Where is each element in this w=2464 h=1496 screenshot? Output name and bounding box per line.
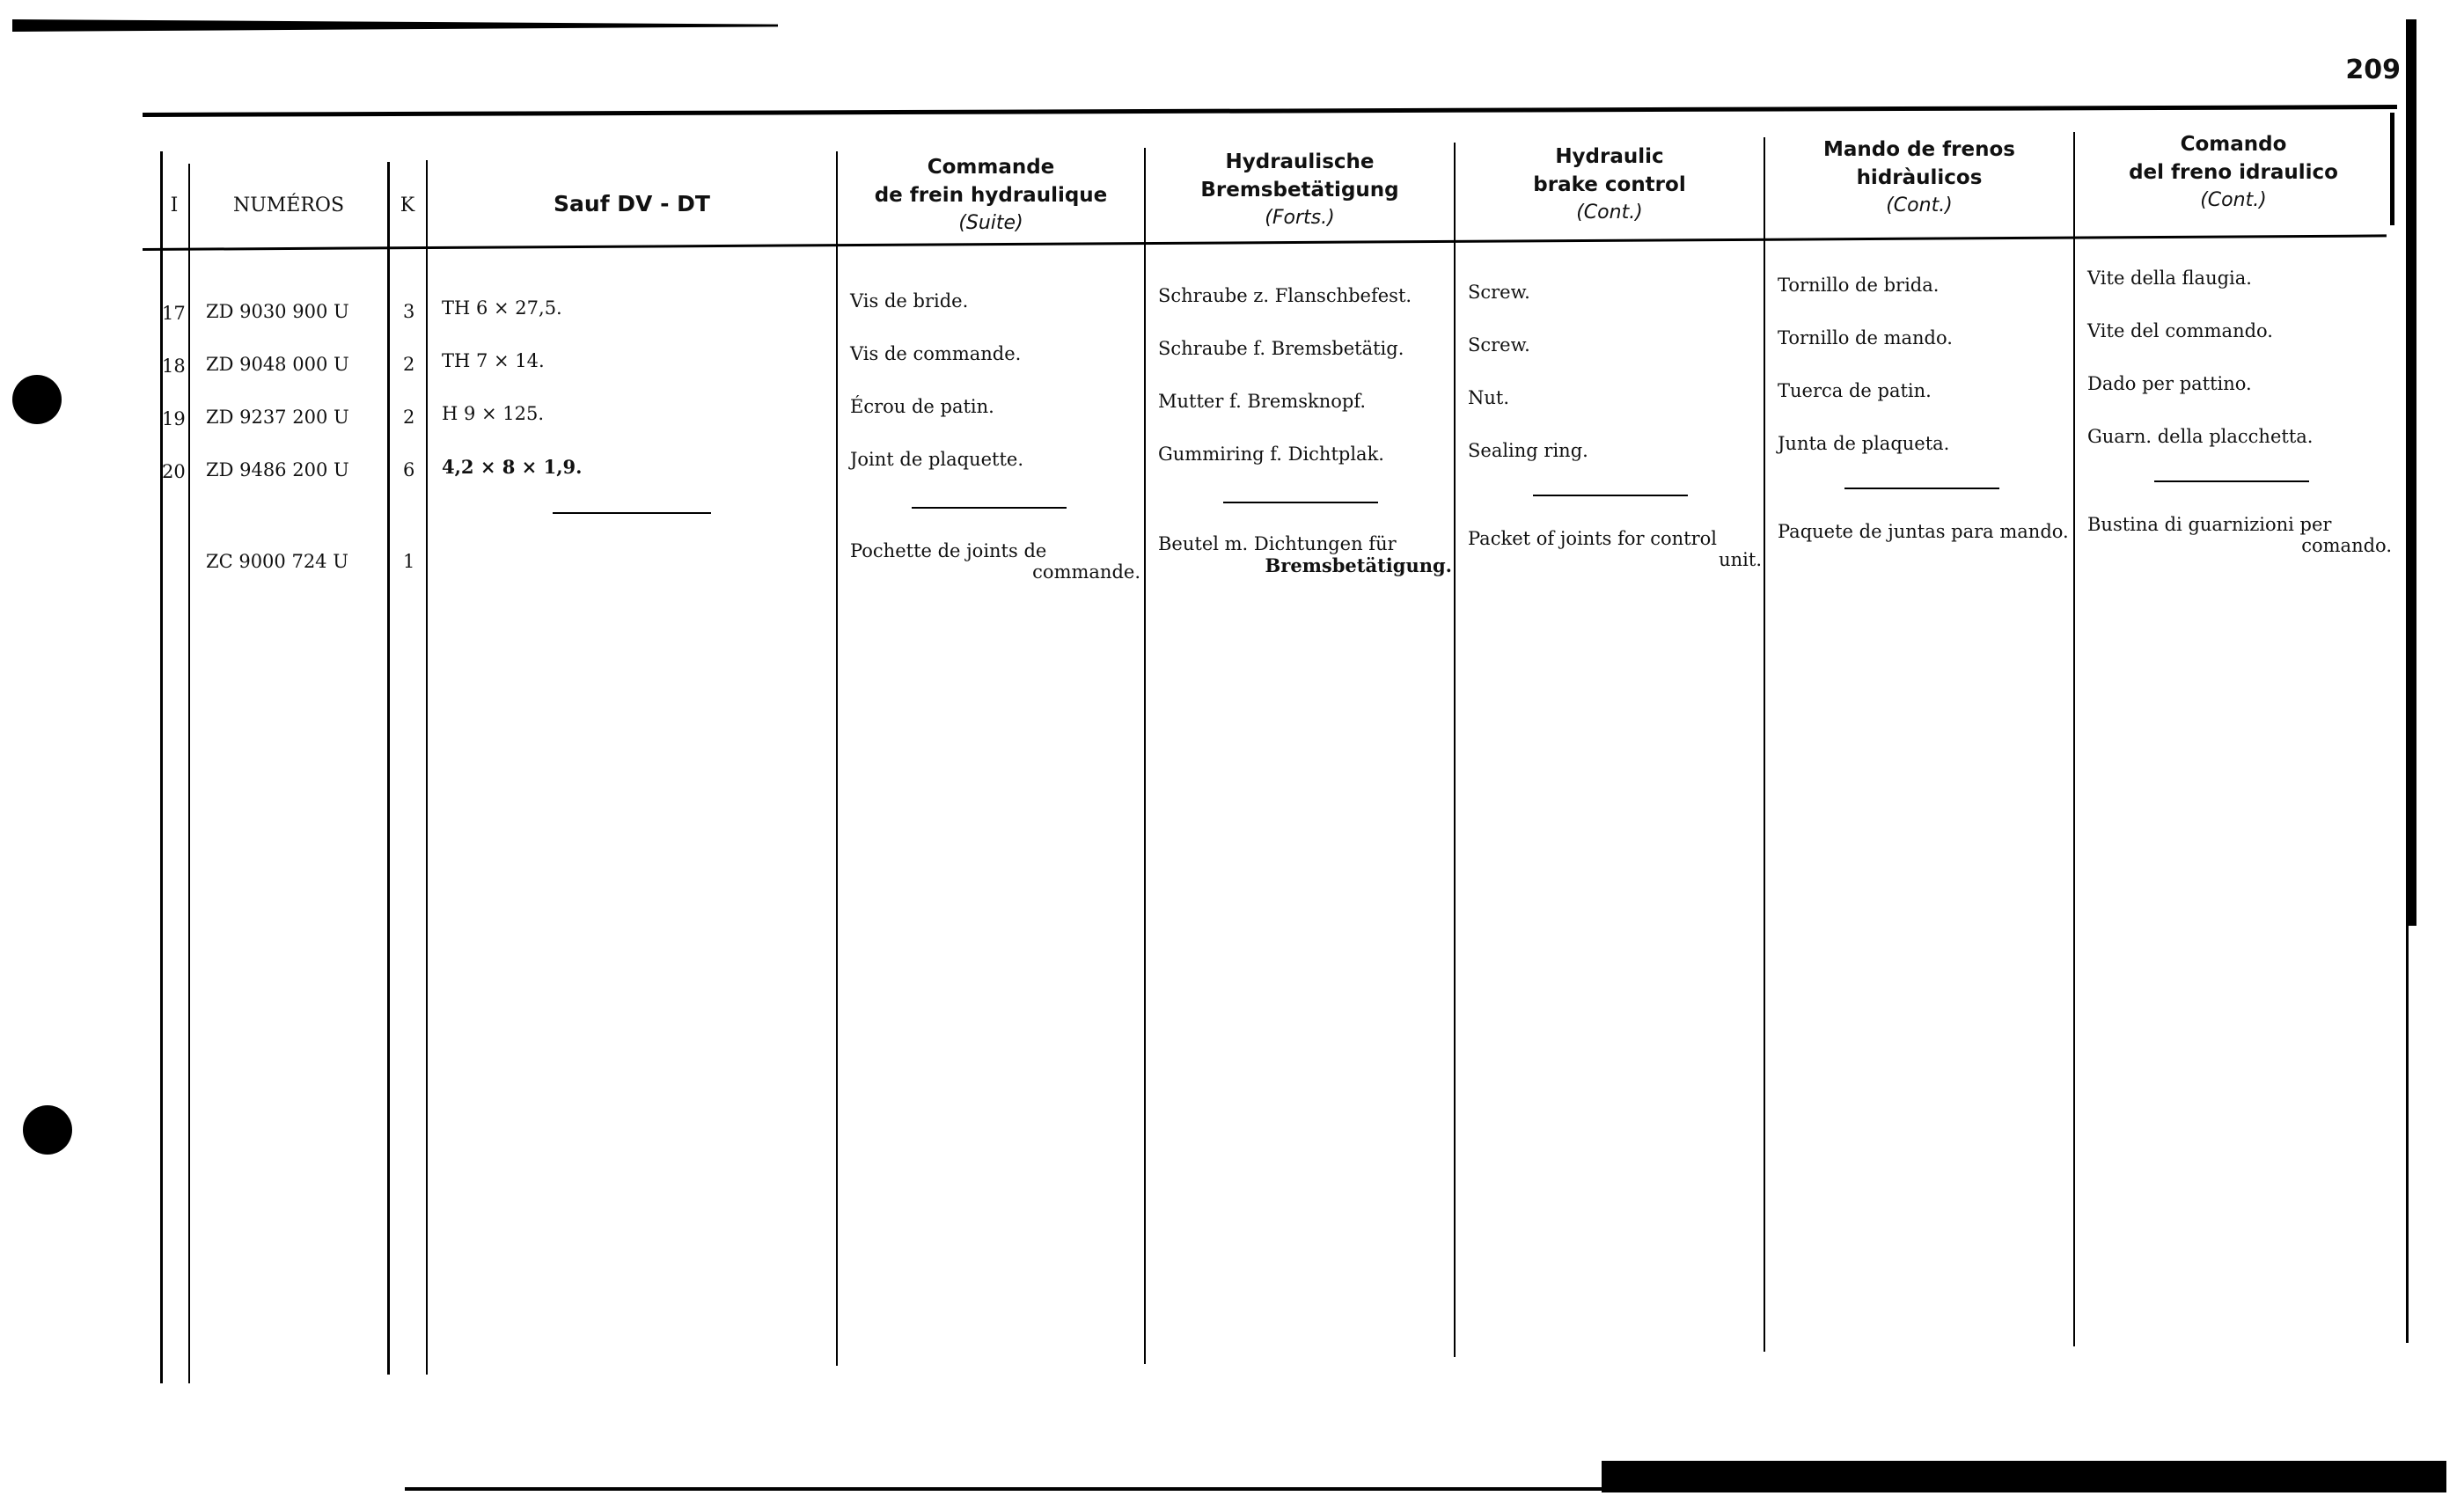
kit-it-line2: comando.	[2301, 535, 2392, 556]
row-19-number: ZD 9237 200 U	[206, 407, 349, 428]
row-20-number: ZD 9486 200 U	[206, 459, 349, 480]
kit-fr-line1: Pochette de joints de	[850, 540, 1047, 561]
kit-it	[2087, 514, 2392, 556]
row-20-desc: 4,2 × 8 × 1,9.	[442, 456, 583, 478]
row-20-en: Sealing ring.	[1468, 440, 1588, 461]
row-17-it: Vite della flaugia.	[2087, 268, 2252, 289]
row-20-fr: Joint de plaquette.	[850, 449, 1024, 470]
row-17-en: Screw.	[1468, 282, 1530, 303]
table-top-rule	[143, 105, 2397, 117]
separator-es	[1844, 488, 1999, 489]
header-german	[1146, 148, 1454, 232]
header-index: I	[170, 194, 179, 216]
header-german-line2: Bremsbetätigung	[1200, 179, 1399, 202]
row-18-fr: Vis de commande.	[850, 343, 1022, 364]
row-18-it: Vite del commando.	[2087, 320, 2273, 341]
kit-it-line1: Bustina di guarnizioni per	[2087, 514, 2332, 535]
kit-fr-line2: commande.	[1032, 561, 1140, 583]
header-spanish-line1: Mando de frenos	[1823, 138, 2015, 161]
kit-en	[1468, 528, 1762, 570]
header-spanish-sub: (Cont.)	[1886, 194, 1953, 216]
header-french-sub: (Suite)	[958, 212, 1023, 234]
header-description: Sauf DV - DT	[554, 191, 710, 216]
row-19-en: Nut.	[1468, 387, 1510, 408]
row-19-index: 19	[162, 408, 186, 429]
col-rule-6	[1454, 143, 1456, 1357]
row-19-k: 2	[403, 407, 415, 428]
col-rule-3	[426, 160, 428, 1375]
col-rule-right	[2406, 123, 2409, 1343]
row-18-k: 2	[403, 354, 415, 375]
row-17-number: ZD 9030 900 U	[206, 301, 349, 322]
header-english-sub: (Cont.)	[1576, 202, 1643, 224]
row-19-desc: H 9 × 125.	[442, 403, 545, 424]
kit-es-line1: Paquete de juntas para mando.	[1778, 521, 2069, 542]
col-rule-7	[1764, 137, 1765, 1352]
row-18-es: Tornillo de mando.	[1778, 327, 1953, 348]
punch-hole-bottom	[23, 1105, 72, 1155]
header-italian	[2075, 130, 2392, 215]
header-italian-sub: (Cont.)	[2200, 189, 2267, 211]
bottom-thin-edge	[405, 1487, 1637, 1491]
row-20-de: Gummiring f. Dichtplak.	[1158, 444, 1384, 465]
row-17-de: Schraube z. Flanschbefest.	[1158, 285, 1412, 306]
header-french-line1: Commande	[927, 156, 1055, 179]
kit-number: ZC 9000 724 U	[206, 551, 348, 572]
row-20-es: Junta de plaqueta.	[1778, 433, 1950, 454]
row-18-number: ZD 9048 000 U	[206, 354, 349, 375]
header-english-line1: Hydraulic	[1555, 145, 1664, 168]
header-french	[838, 153, 1144, 238]
row-17-desc: TH 6 × 27,5.	[442, 297, 562, 319]
separator-it	[2154, 480, 2309, 482]
col-rule-2	[387, 162, 390, 1375]
row-18-index: 18	[162, 356, 186, 377]
header-numbers: NUMÉROS	[232, 194, 345, 216]
header-italian-line2: del freno idraulico	[2129, 161, 2338, 184]
col-rule-8	[2073, 132, 2075, 1346]
page-number: 209	[2345, 55, 2401, 85]
header-bottom-rule	[143, 234, 2387, 251]
row-20-it: Guarn. della placchetta.	[2087, 426, 2314, 447]
row-20-index: 20	[162, 461, 186, 482]
kit-de-line1: Beutel m. Dichtungen für	[1158, 533, 1397, 554]
header-german-line1: Hydraulische	[1225, 150, 1375, 173]
col-rule-left	[160, 151, 163, 1383]
header-english-line2: brake control	[1533, 173, 1686, 196]
kit-de-line2: Bremsbetätigung.	[1265, 554, 1452, 576]
header-english	[1456, 143, 1764, 227]
row-19-es: Tuerca de patin.	[1778, 380, 1932, 401]
row-17-es: Tornillo de brida.	[1778, 275, 1940, 296]
header-german-sub: (Forts.)	[1265, 207, 1335, 229]
kit-en-line2: unit.	[1719, 549, 1762, 570]
row-19-de: Mutter f. Bremsknopf.	[1158, 391, 1367, 412]
row-18-en: Screw.	[1468, 334, 1530, 356]
header-spanish	[1765, 136, 2073, 220]
top-scan-edge	[12, 19, 778, 32]
kit-en-line1: Packet of joints for control	[1468, 528, 1718, 549]
header-italian-line1: Comando	[2180, 133, 2287, 156]
kit-k: 1	[403, 551, 415, 572]
kit-fr	[850, 540, 1140, 583]
separator-desc	[553, 512, 711, 514]
row-19-fr: Écrou de patin.	[850, 396, 994, 417]
header-k: K	[400, 194, 415, 216]
row-17-k: 3	[403, 301, 415, 322]
row-18-de: Schraube f. Bremsbetätig.	[1158, 338, 1404, 359]
kit-de	[1158, 533, 1452, 576]
punch-hole-top	[12, 375, 62, 424]
separator-en	[1533, 495, 1688, 496]
row-17-index: 17	[162, 303, 186, 324]
col-rule-4	[836, 151, 838, 1366]
header-spanish-line2: hidràulicos	[1856, 166, 1983, 189]
separator-fr	[912, 507, 1067, 509]
col-rule-5	[1144, 148, 1146, 1364]
row-19-it: Dado per pattino.	[2087, 373, 2252, 394]
col-rule-1	[188, 164, 190, 1383]
bottom-scan-edge	[1602, 1461, 2446, 1492]
header-french-line2: de frein hydraulique	[874, 184, 1108, 207]
row-18-desc: TH 7 × 14.	[442, 350, 545, 371]
row-17-fr: Vis de bride.	[850, 290, 969, 312]
kit-es	[1778, 521, 2072, 542]
row-20-k: 6	[403, 459, 415, 480]
separator-de	[1223, 502, 1378, 503]
